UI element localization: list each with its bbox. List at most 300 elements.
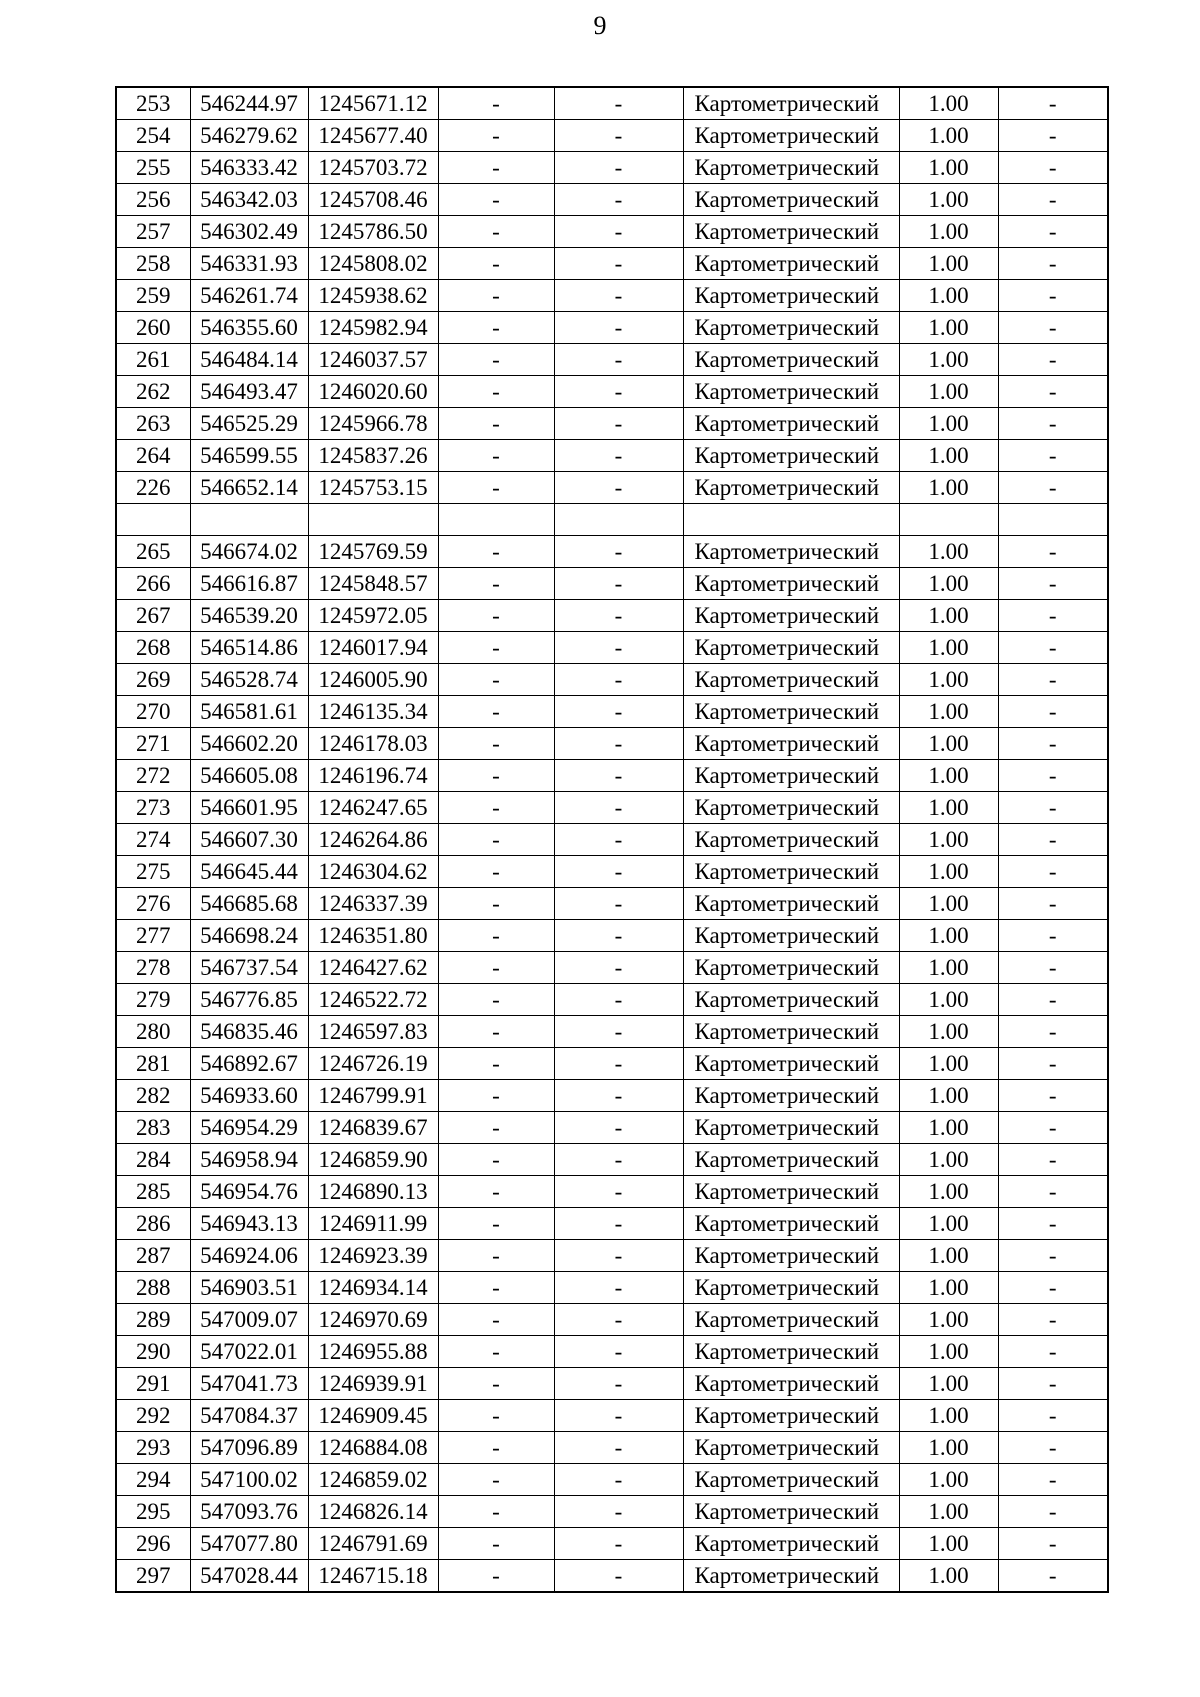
accuracy-cell: 1.00 xyxy=(899,1016,998,1048)
x-coordinate-cell: 546581.61 xyxy=(190,696,308,728)
dash-cell-3: - xyxy=(998,1112,1108,1144)
y-coordinate-cell: 1246304.62 xyxy=(308,856,438,888)
dash-cell-3: - xyxy=(998,1528,1108,1560)
dash-cell-2: - xyxy=(554,184,683,216)
accuracy-cell: 1.00 xyxy=(899,120,998,152)
dash-cell-2: - xyxy=(554,312,683,344)
point-number-cell: 253 xyxy=(116,87,190,120)
dash-cell-2: - xyxy=(554,888,683,920)
y-coordinate-cell: 1246351.80 xyxy=(308,920,438,952)
y-coordinate-cell: 1245982.94 xyxy=(308,312,438,344)
table-row xyxy=(116,1176,1108,1208)
dash-cell-2: - xyxy=(554,376,683,408)
dash-cell-3: - xyxy=(998,1176,1108,1208)
method-cell: Картометрический xyxy=(683,1336,899,1368)
dash-cell-1: - xyxy=(438,1368,554,1400)
table-row xyxy=(116,792,1108,824)
dash-cell-1: - xyxy=(438,1144,554,1176)
dash-cell-1: - xyxy=(438,1272,554,1304)
y-coordinate-cell: 1245703.72 xyxy=(308,152,438,184)
dash-cell-3: - xyxy=(998,408,1108,440)
x-coordinate-cell: 546331.93 xyxy=(190,248,308,280)
accuracy-cell: 1.00 xyxy=(899,1528,998,1560)
table-row xyxy=(116,760,1108,792)
accuracy-cell: 1.00 xyxy=(899,1176,998,1208)
dash-cell-1: - xyxy=(438,536,554,568)
dash-cell-2: - xyxy=(554,1112,683,1144)
accuracy-cell: 1.00 xyxy=(899,600,998,632)
y-coordinate-cell: 1246799.91 xyxy=(308,1080,438,1112)
y-coordinate-cell: 1246522.72 xyxy=(308,984,438,1016)
method-cell: Картометрический xyxy=(683,1048,899,1080)
dash-cell-1: - xyxy=(438,920,554,952)
x-coordinate-cell: 546599.55 xyxy=(190,440,308,472)
table-row xyxy=(116,664,1108,696)
method-cell: Картометрический xyxy=(683,536,899,568)
dash-cell-2: - xyxy=(554,120,683,152)
y-coordinate-cell: 1246427.62 xyxy=(308,952,438,984)
accuracy-cell: 1.00 xyxy=(899,856,998,888)
x-coordinate-cell: 547022.01 xyxy=(190,1336,308,1368)
method-cell: Картометрический xyxy=(683,1176,899,1208)
table-row xyxy=(116,1368,1108,1400)
dash-cell-3: - xyxy=(998,216,1108,248)
accuracy-cell: 1.00 xyxy=(899,824,998,856)
point-number-cell: 281 xyxy=(116,1048,190,1080)
y-coordinate-cell: 1246884.08 xyxy=(308,1432,438,1464)
table-row xyxy=(116,568,1108,600)
method-cell: Картометрический xyxy=(683,1016,899,1048)
dash-cell-1: - xyxy=(438,1560,554,1593)
accuracy-cell: 1.00 xyxy=(899,248,998,280)
dash-cell-1: - xyxy=(438,440,554,472)
table-row xyxy=(116,87,1108,120)
table-row xyxy=(116,216,1108,248)
table-row xyxy=(116,600,1108,632)
dash-cell-2: - xyxy=(554,1368,683,1400)
table-row xyxy=(116,1048,1108,1080)
point-number-cell: 274 xyxy=(116,824,190,856)
point-number-cell: 289 xyxy=(116,1304,190,1336)
dash-cell-2: - xyxy=(554,632,683,664)
dash-cell-1: - xyxy=(438,1336,554,1368)
method-cell: Картометрический xyxy=(683,1208,899,1240)
dash-cell-2: - xyxy=(554,408,683,440)
x-coordinate-cell: 547093.76 xyxy=(190,1496,308,1528)
x-coordinate-cell: 546674.02 xyxy=(190,536,308,568)
y-coordinate-cell: 1246911.99 xyxy=(308,1208,438,1240)
method-cell: Картометрический xyxy=(683,1080,899,1112)
method-cell: Картометрический xyxy=(683,824,899,856)
point-number-cell: 273 xyxy=(116,792,190,824)
point-number-cell: 256 xyxy=(116,184,190,216)
x-coordinate-cell: 546514.86 xyxy=(190,632,308,664)
dash-cell-2: - xyxy=(554,1080,683,1112)
dash-cell-1: - xyxy=(438,888,554,920)
point-number-cell: 266 xyxy=(116,568,190,600)
dash-cell-1: - xyxy=(438,1464,554,1496)
y-coordinate-cell: 1246037.57 xyxy=(308,344,438,376)
point-number-cell: 276 xyxy=(116,888,190,920)
dash-cell-3: - xyxy=(998,888,1108,920)
method-cell: Картометрический xyxy=(683,1528,899,1560)
dash-cell-3: - xyxy=(998,1304,1108,1336)
dash-cell-1: - xyxy=(438,664,554,696)
accuracy-cell: 1.00 xyxy=(899,568,998,600)
table-row xyxy=(116,1080,1108,1112)
dash-cell-2: - xyxy=(554,440,683,472)
table-row xyxy=(116,248,1108,280)
method-cell xyxy=(683,504,899,536)
accuracy-cell xyxy=(899,504,998,536)
point-number-cell: 268 xyxy=(116,632,190,664)
point-number-cell: 278 xyxy=(116,952,190,984)
dash-cell-3: - xyxy=(998,536,1108,568)
dash-cell-1 xyxy=(438,504,554,536)
table-row xyxy=(116,408,1108,440)
dash-cell-3: - xyxy=(998,1080,1108,1112)
accuracy-cell: 1.00 xyxy=(899,1240,998,1272)
table-row xyxy=(116,376,1108,408)
y-coordinate-cell: 1246597.83 xyxy=(308,1016,438,1048)
x-coordinate-cell: 546607.30 xyxy=(190,824,308,856)
y-coordinate-cell: 1245938.62 xyxy=(308,280,438,312)
x-coordinate-cell: 546616.87 xyxy=(190,568,308,600)
x-coordinate-cell: 546333.42 xyxy=(190,152,308,184)
method-cell: Картометрический xyxy=(683,760,899,792)
accuracy-cell: 1.00 xyxy=(899,216,998,248)
table-row xyxy=(116,312,1108,344)
dash-cell-2: - xyxy=(554,1336,683,1368)
y-coordinate-cell: 1246247.65 xyxy=(308,792,438,824)
point-number-cell: 267 xyxy=(116,600,190,632)
point-number-cell: 284 xyxy=(116,1144,190,1176)
dash-cell-3: - xyxy=(998,1496,1108,1528)
dash-cell-2: - xyxy=(554,1400,683,1432)
method-cell: Картометрический xyxy=(683,248,899,280)
dash-cell-2: - xyxy=(554,568,683,600)
accuracy-cell: 1.00 xyxy=(899,760,998,792)
dash-cell-1: - xyxy=(438,280,554,312)
method-cell: Картометрический xyxy=(683,472,899,504)
dash-cell-3: - xyxy=(998,472,1108,504)
dash-cell-1: - xyxy=(438,952,554,984)
y-coordinate-cell: 1246715.18 xyxy=(308,1560,438,1593)
dash-cell-3: - xyxy=(998,152,1108,184)
accuracy-cell: 1.00 xyxy=(899,440,998,472)
method-cell: Картометрический xyxy=(683,216,899,248)
dash-cell-3: - xyxy=(998,248,1108,280)
x-coordinate-cell: 546685.68 xyxy=(190,888,308,920)
table-row xyxy=(116,984,1108,1016)
accuracy-cell: 1.00 xyxy=(899,1112,998,1144)
x-coordinate-cell: 546943.13 xyxy=(190,1208,308,1240)
dash-cell-3: - xyxy=(998,696,1108,728)
x-coordinate-cell: 547096.89 xyxy=(190,1432,308,1464)
dash-cell-2: - xyxy=(554,1560,683,1593)
table-row xyxy=(116,472,1108,504)
table-row xyxy=(116,1016,1108,1048)
accuracy-cell: 1.00 xyxy=(899,1368,998,1400)
dash-cell-3: - xyxy=(998,920,1108,952)
x-coordinate-cell: 546302.49 xyxy=(190,216,308,248)
dash-cell-1: - xyxy=(438,1528,554,1560)
y-coordinate-cell: 1246826.14 xyxy=(308,1496,438,1528)
y-coordinate-cell: 1246890.13 xyxy=(308,1176,438,1208)
table-row xyxy=(116,1528,1108,1560)
y-coordinate-cell: 1245848.57 xyxy=(308,568,438,600)
dash-cell-2: - xyxy=(554,152,683,184)
accuracy-cell: 1.00 xyxy=(899,280,998,312)
dash-cell-3: - xyxy=(998,184,1108,216)
method-cell: Картометрический xyxy=(683,312,899,344)
dash-cell-3: - xyxy=(998,440,1108,472)
dash-cell-2: - xyxy=(554,1048,683,1080)
table-row xyxy=(116,1560,1108,1593)
dash-cell-2: - xyxy=(554,600,683,632)
table-row xyxy=(116,280,1108,312)
dash-cell-2 xyxy=(554,504,683,536)
y-coordinate-cell: 1246020.60 xyxy=(308,376,438,408)
point-number-cell: 288 xyxy=(116,1272,190,1304)
method-cell: Картометрический xyxy=(683,856,899,888)
table-row xyxy=(116,120,1108,152)
dash-cell-3: - xyxy=(998,728,1108,760)
accuracy-cell: 1.00 xyxy=(899,1144,998,1176)
dash-cell-2: - xyxy=(554,696,683,728)
point-number-cell: 286 xyxy=(116,1208,190,1240)
dash-cell-2: - xyxy=(554,1464,683,1496)
accuracy-cell: 1.00 xyxy=(899,1304,998,1336)
method-cell: Картометрический xyxy=(683,792,899,824)
x-coordinate-cell: 546933.60 xyxy=(190,1080,308,1112)
table-row xyxy=(116,696,1108,728)
y-coordinate-cell: 1245677.40 xyxy=(308,120,438,152)
table-row xyxy=(116,1336,1108,1368)
x-coordinate-cell: 546835.46 xyxy=(190,1016,308,1048)
accuracy-cell: 1.00 xyxy=(899,1560,998,1593)
coordinates-table xyxy=(115,86,1109,1593)
dash-cell-2: - xyxy=(554,280,683,312)
table-row xyxy=(116,632,1108,664)
point-number-cell: 280 xyxy=(116,1016,190,1048)
dash-cell-1: - xyxy=(438,376,554,408)
dash-cell-2: - xyxy=(554,1176,683,1208)
dash-cell-1: - xyxy=(438,568,554,600)
point-number-cell: 265 xyxy=(116,536,190,568)
dash-cell-3: - xyxy=(998,312,1108,344)
accuracy-cell: 1.00 xyxy=(899,1080,998,1112)
point-number-cell: 283 xyxy=(116,1112,190,1144)
dash-cell-3: - xyxy=(998,1368,1108,1400)
accuracy-cell: 1.00 xyxy=(899,984,998,1016)
point-number-cell: 271 xyxy=(116,728,190,760)
x-coordinate-cell: 547041.73 xyxy=(190,1368,308,1400)
point-number-cell: 264 xyxy=(116,440,190,472)
table-row xyxy=(116,1272,1108,1304)
dash-cell-2: - xyxy=(554,920,683,952)
method-cell: Картометрический xyxy=(683,952,899,984)
table-row xyxy=(116,184,1108,216)
point-number-cell: 260 xyxy=(116,312,190,344)
dash-cell-2: - xyxy=(554,1272,683,1304)
method-cell: Картометрический xyxy=(683,600,899,632)
accuracy-cell: 1.00 xyxy=(899,696,998,728)
point-number-cell: 297 xyxy=(116,1560,190,1593)
y-coordinate-cell: 1246264.86 xyxy=(308,824,438,856)
x-coordinate-cell: 546645.44 xyxy=(190,856,308,888)
point-number-cell: 294 xyxy=(116,1464,190,1496)
x-coordinate-cell: 546493.47 xyxy=(190,376,308,408)
point-number-cell: 269 xyxy=(116,664,190,696)
y-coordinate-cell: 1245708.46 xyxy=(308,184,438,216)
method-cell: Картометрический xyxy=(683,888,899,920)
dash-cell-1: - xyxy=(438,760,554,792)
x-coordinate-cell: 547084.37 xyxy=(190,1400,308,1432)
y-coordinate-cell: 1246923.39 xyxy=(308,1240,438,1272)
x-coordinate-cell: 546954.76 xyxy=(190,1176,308,1208)
dash-cell-3: - xyxy=(998,856,1108,888)
accuracy-cell: 1.00 xyxy=(899,1400,998,1432)
dash-cell-3: - xyxy=(998,1208,1108,1240)
x-coordinate-cell: 546903.51 xyxy=(190,1272,308,1304)
y-coordinate-cell: 1246196.74 xyxy=(308,760,438,792)
accuracy-cell: 1.00 xyxy=(899,632,998,664)
y-coordinate-cell: 1246955.88 xyxy=(308,1336,438,1368)
x-coordinate-cell: 546776.85 xyxy=(190,984,308,1016)
x-coordinate-cell: 547028.44 xyxy=(190,1560,308,1593)
accuracy-cell: 1.00 xyxy=(899,536,998,568)
method-cell: Картометрический xyxy=(683,1464,899,1496)
method-cell: Картометрический xyxy=(683,728,899,760)
dash-cell-2: - xyxy=(554,216,683,248)
y-coordinate-cell: 1245972.05 xyxy=(308,600,438,632)
accuracy-cell: 1.00 xyxy=(899,408,998,440)
dash-cell-2: - xyxy=(554,87,683,120)
method-cell: Картометрический xyxy=(683,664,899,696)
dash-cell-1: - xyxy=(438,600,554,632)
table-row xyxy=(116,1432,1108,1464)
dash-cell-2: - xyxy=(554,1240,683,1272)
table-row xyxy=(116,824,1108,856)
method-cell: Картометрический xyxy=(683,87,899,120)
table-row xyxy=(116,1464,1108,1496)
point-number-cell: 291 xyxy=(116,1368,190,1400)
dash-cell-3: - xyxy=(998,120,1108,152)
x-coordinate-cell: 546528.74 xyxy=(190,664,308,696)
x-coordinate-cell: 546244.97 xyxy=(190,87,308,120)
dash-cell-3: - xyxy=(998,1272,1108,1304)
method-cell: Картометрический xyxy=(683,280,899,312)
y-coordinate-cell: 1246970.69 xyxy=(308,1304,438,1336)
point-number-cell: 254 xyxy=(116,120,190,152)
y-coordinate-cell: 1246178.03 xyxy=(308,728,438,760)
method-cell: Картометрический xyxy=(683,1304,899,1336)
table-row xyxy=(116,440,1108,472)
method-cell: Картометрический xyxy=(683,1432,899,1464)
dash-cell-3: - xyxy=(998,1400,1108,1432)
dash-cell-2: - xyxy=(554,1304,683,1336)
method-cell: Картометрический xyxy=(683,1112,899,1144)
accuracy-cell: 1.00 xyxy=(899,1208,998,1240)
accuracy-cell: 1.00 xyxy=(899,792,998,824)
dash-cell-3: - xyxy=(998,1048,1108,1080)
method-cell: Картометрический xyxy=(683,984,899,1016)
table-row xyxy=(116,152,1108,184)
table-row xyxy=(116,1240,1108,1272)
point-number-cell: 275 xyxy=(116,856,190,888)
point-number-cell: 261 xyxy=(116,344,190,376)
table-row xyxy=(116,1496,1108,1528)
dash-cell-2: - xyxy=(554,728,683,760)
method-cell: Картометрический xyxy=(683,632,899,664)
table-row xyxy=(116,344,1108,376)
method-cell: Картометрический xyxy=(683,696,899,728)
point-number-cell: 226 xyxy=(116,472,190,504)
accuracy-cell: 1.00 xyxy=(899,152,998,184)
x-coordinate-cell: 546954.29 xyxy=(190,1112,308,1144)
y-coordinate-cell: 1246726.19 xyxy=(308,1048,438,1080)
method-cell: Картометрический xyxy=(683,376,899,408)
dash-cell-2: - xyxy=(554,792,683,824)
y-coordinate-cell: 1245808.02 xyxy=(308,248,438,280)
dash-cell-3: - xyxy=(998,1560,1108,1593)
dash-cell-1: - xyxy=(438,1400,554,1432)
dash-cell-3: - xyxy=(998,664,1108,696)
accuracy-cell: 1.00 xyxy=(899,184,998,216)
x-coordinate-cell: 546601.95 xyxy=(190,792,308,824)
dash-cell-3: - xyxy=(998,344,1108,376)
dash-cell-1: - xyxy=(438,1432,554,1464)
dash-cell-3: - xyxy=(998,984,1108,1016)
y-coordinate-cell: 1246791.69 xyxy=(308,1528,438,1560)
dash-cell-3: - xyxy=(998,952,1108,984)
accuracy-cell: 1.00 xyxy=(899,1432,998,1464)
accuracy-cell: 1.00 xyxy=(899,472,998,504)
method-cell: Картометрический xyxy=(683,1272,899,1304)
table-row xyxy=(116,728,1108,760)
y-coordinate-cell: 1246859.02 xyxy=(308,1464,438,1496)
dash-cell-1: - xyxy=(438,184,554,216)
point-number-cell xyxy=(116,504,190,536)
accuracy-cell: 1.00 xyxy=(899,664,998,696)
dash-cell-2: - xyxy=(554,248,683,280)
dash-cell-2: - xyxy=(554,952,683,984)
y-coordinate-cell: 1246839.67 xyxy=(308,1112,438,1144)
dash-cell-1: - xyxy=(438,696,554,728)
point-number-cell: 293 xyxy=(116,1432,190,1464)
point-number-cell: 262 xyxy=(116,376,190,408)
dash-cell-3 xyxy=(998,504,1108,536)
table-row xyxy=(116,888,1108,920)
method-cell: Картометрический xyxy=(683,1496,899,1528)
dash-cell-1: - xyxy=(438,1208,554,1240)
point-number-cell: 292 xyxy=(116,1400,190,1432)
y-coordinate-cell: 1246939.91 xyxy=(308,1368,438,1400)
point-number-cell: 270 xyxy=(116,696,190,728)
dash-cell-3: - xyxy=(998,760,1108,792)
dash-cell-1: - xyxy=(438,984,554,1016)
dash-cell-2: - xyxy=(554,760,683,792)
accuracy-cell: 1.00 xyxy=(899,87,998,120)
x-coordinate-cell: 547100.02 xyxy=(190,1464,308,1496)
point-number-cell: 285 xyxy=(116,1176,190,1208)
dash-cell-2: - xyxy=(554,472,683,504)
dash-cell-1: - xyxy=(438,344,554,376)
dash-cell-1: - xyxy=(438,312,554,344)
dash-cell-3: - xyxy=(998,568,1108,600)
method-cell: Картометрический xyxy=(683,344,899,376)
